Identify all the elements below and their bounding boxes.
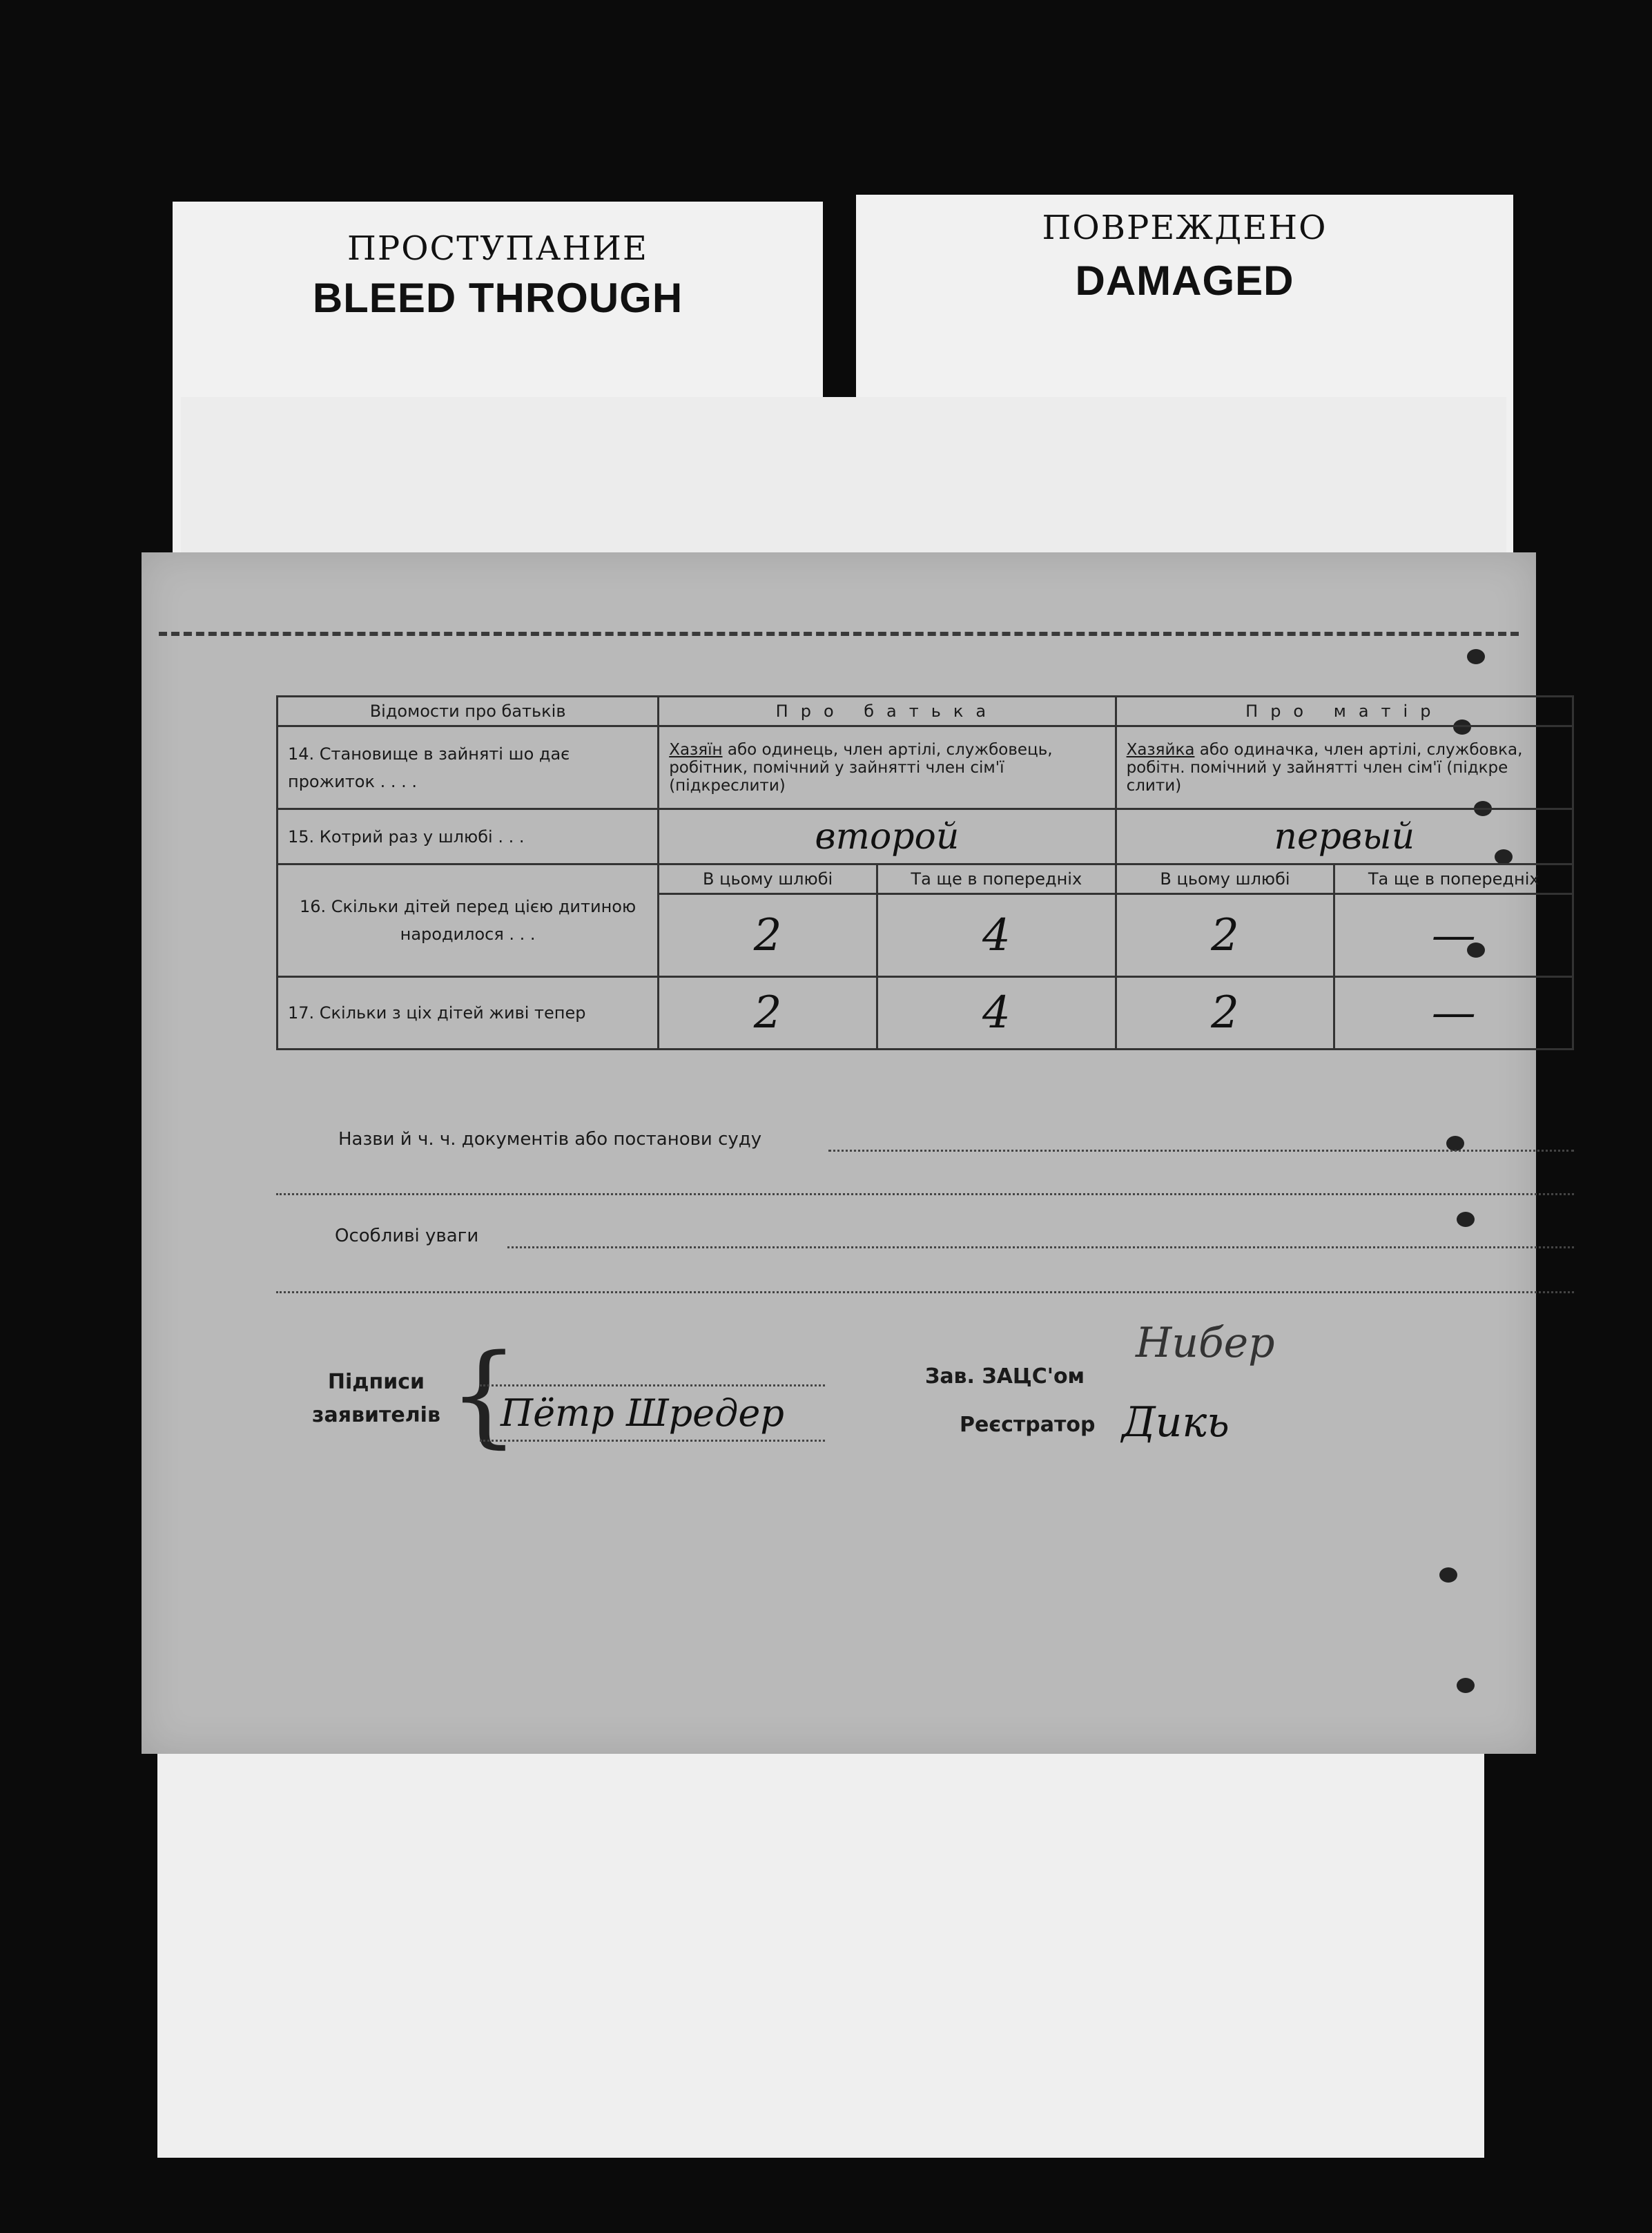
q14-mother-marked: Хазяйка — [1126, 740, 1195, 759]
header-father: Про батька — [659, 697, 1116, 726]
registrar-signature: Дикь — [1122, 1398, 1230, 1447]
parents-table — [276, 695, 1574, 1050]
documents-line-2 — [276, 1193, 1574, 1195]
applicants-label: Підписи заявителів — [312, 1370, 440, 1427]
binding-hole — [1457, 1212, 1475, 1227]
q16-father-this: 2 — [659, 894, 877, 977]
applicant-line-2 — [480, 1440, 825, 1442]
applicant-signature: Пётр Шредер — [501, 1391, 784, 1435]
backing-sheet — [181, 397, 1506, 577]
q14-father-rest: або одинець, член артілі, службовець, робітник, помічний у зайнятті член сім'ї (підкреслити) — [669, 740, 1053, 795]
perforation-line — [159, 632, 1519, 636]
q14-mother-rest: або одиначка, член артілі, службовка, робітн. помічний у зайнятті член сім'ї (підкре слити) — [1126, 740, 1523, 795]
q16-father-prev: 4 — [877, 894, 1116, 977]
bleed-through-ru: ПРОСТУПАНИЕ — [347, 229, 648, 268]
remarks-label: Особливі уваги — [335, 1226, 479, 1246]
head-signature: Нибер — [1136, 1319, 1275, 1367]
bleed-through-en: BLEED THROUGH — [312, 275, 683, 321]
header-info: Відомости про батьків — [278, 697, 659, 726]
documents-line — [828, 1150, 1574, 1152]
registration-form — [142, 552, 1539, 1754]
remarks-line-2 — [276, 1291, 1574, 1293]
q16-mother-this: 2 — [1116, 894, 1334, 977]
sub-mother-this: В цьому шлюбі — [1116, 864, 1334, 894]
damaged-ru: ПОВРЕЖДЕНО — [1042, 209, 1328, 247]
header-mother: Про матір — [1116, 697, 1573, 726]
head-label: Зав. ЗАЦС'ом — [925, 1364, 1085, 1389]
q15-father: второй — [659, 809, 1116, 864]
q14-father-marked: Хазяїн — [669, 740, 723, 759]
remarks-line — [507, 1246, 1574, 1248]
q17-father-prev: 4 — [877, 977, 1116, 1050]
q16-mother-prev: — — [1334, 894, 1573, 977]
q14-mother — [1116, 726, 1573, 809]
sub-mother-prev: Та ще в попередніх — [1334, 864, 1573, 894]
binding-hole — [1439, 1567, 1457, 1583]
applicant-line-1 — [480, 1384, 825, 1386]
q14-label: 14. Становище в зайняті шо дає прожиток . . . . — [278, 726, 659, 809]
sub-father-this: В цьому шлюбі — [659, 864, 877, 894]
q16-label: 16. Скільки дітей перед цією дитиною народилося . . . — [278, 864, 659, 977]
q15-mother: первый — [1116, 809, 1573, 864]
sub-father-prev: Та ще в попередніх — [877, 864, 1116, 894]
binding-hole — [1457, 1678, 1475, 1693]
binding-hole — [1446, 1136, 1464, 1151]
q17-mother-this: 2 — [1116, 977, 1334, 1050]
q17-label: 17. Скільки з ціх дітей живі тепер — [278, 977, 659, 1050]
q15-label: 15. Котрий раз у шлюбі . . . — [278, 809, 659, 864]
registrar-label: Реєстратор — [960, 1413, 1096, 1437]
brace: { — [449, 1330, 519, 1459]
q14-father — [659, 726, 1116, 809]
q17-father-this: 2 — [659, 977, 877, 1050]
documents-label: Назви й ч. ч. документів або постанови суду — [338, 1129, 762, 1150]
binding-hole — [1467, 649, 1485, 664]
q17-mother-prev: — — [1334, 977, 1573, 1050]
backing-sheet-bottom — [157, 1723, 1484, 2158]
damaged-en: DAMAGED — [1075, 258, 1294, 304]
